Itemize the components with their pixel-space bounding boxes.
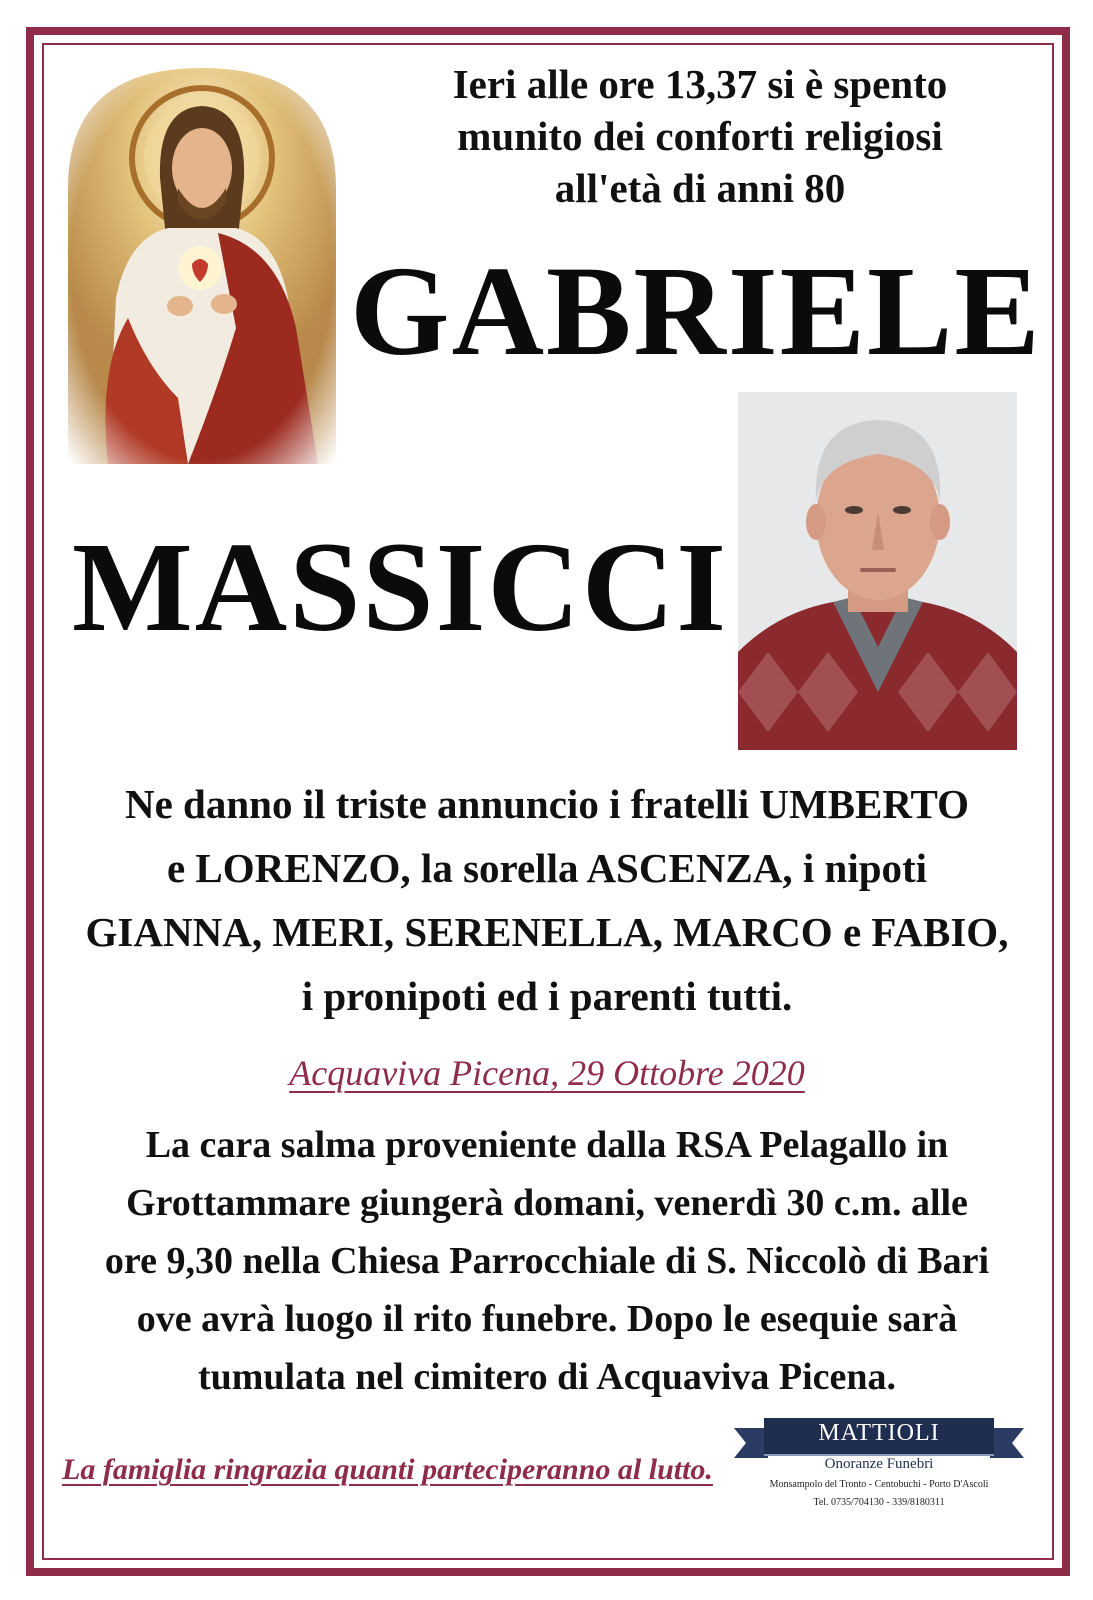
mourners-line: i pronipoti ed i parenti tutti.: [301, 973, 793, 1019]
date-and-place: [50, 1046, 1044, 1100]
funeral-home-locations: Monsampolo del Tronto - Centobuchi - Porto D'Ascoli: [769, 1479, 989, 1490]
sacred-heart-image: [68, 68, 336, 464]
deceased-last-name: MASSICCI: [71, 516, 729, 658]
date-place-text: Acquaviva Picena, 29 Ottobre 2020: [289, 1053, 805, 1093]
funeral-home-logo: [734, 1408, 1024, 1516]
mourners-line: Ne danno il triste annuncio i fratelli UMBERTO: [124, 781, 970, 827]
funeral-home-phone: Tel. 0735/704130 - 339/8180311: [813, 1497, 945, 1508]
intro-line: Ieri alle ore 13,37 si è spento: [452, 61, 948, 107]
deceased-portrait-photo: [738, 392, 1017, 750]
mourners-announcement: [50, 772, 1044, 1028]
funeral-service-details: [50, 1116, 1044, 1406]
family-thanks: [62, 1450, 732, 1490]
intro-line: all'età di anni 80: [554, 165, 846, 211]
mourners-line: GIANNA, MERI, SERENELLA, MARCO e FABIO,: [85, 909, 1009, 955]
funeral-home-name: MATTIOLI: [818, 1420, 940, 1446]
deceased-first-name: GABRIELE: [350, 240, 1042, 382]
family-thanks-text: La famiglia ringrazia quanti parteciperanno al lutto.: [62, 1453, 713, 1486]
service-line: Grottammare giungerà domani, venerdì 30 c.m. alle: [126, 1182, 968, 1224]
mourners-line: e LORENZO, la sorella ASCENZA, i nipoti: [166, 845, 928, 891]
service-line: tumulata nel cimitero di Acquaviva Picena.: [197, 1356, 897, 1398]
service-line: ore 9,30 nella Chiesa Parrocchiale di S. Niccolò di Bari: [104, 1240, 990, 1282]
intro-line: munito dei conforti religiosi: [457, 113, 943, 159]
death-announcement-intro: [380, 58, 1020, 214]
funeral-home-subtitle: Onoranze Funebri: [824, 1456, 934, 1472]
service-line: La cara salma proveniente dalla RSA Pelagallo in: [145, 1124, 949, 1166]
service-line: ove avrà luogo il rito funebre. Dopo le esequie sarà: [136, 1298, 958, 1340]
